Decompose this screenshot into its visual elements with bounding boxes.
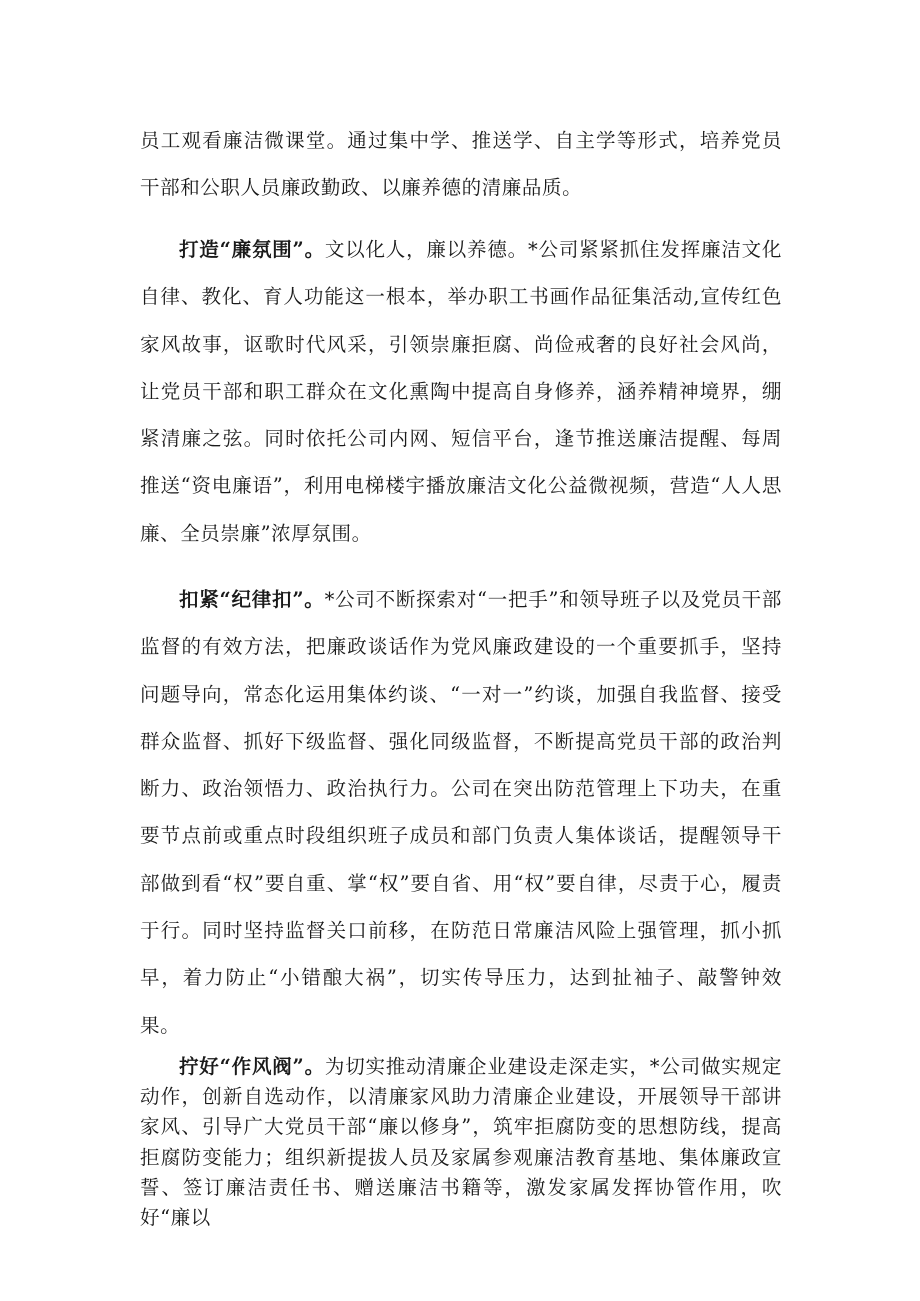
paragraph-work-style-valve — [140, 1052, 782, 1233]
paragraph-integrity-atmosphere — [140, 226, 782, 557]
paragraph-body: *公司不断探索对“一把手”和领导班子以及党员干部监督的有效方法，把廉政谈话作为党风廉政建设的一个重要抓手，坚持问题导向，常态化运用集体约谈、“一对一”约谈，加强自我监督、接受群众监督、抓好下级监督、强化同级监督，不断提高党员干部的政治判断力、政治领悟力、政治执行力。公司在突出防范管理上下功夫，在重要节点前或重点时段组织班子成员和部门负责人集体谈话，提醒领导干部做到看“权”要自重、掌“权”要自省、用“权”要自律，尽责于心，履责于行。同时坚持监督关口前移，在防范日常廉洁风险上强管理，抓小抓早，着力防止“小错酿大祸”，切实传导压力，达到扯袖子、敲警钟效果。 — [140, 588, 783, 1037]
paragraph-heading: 拧好“作风阀”。 — [179, 1055, 325, 1078]
paragraph-study-forms — [140, 117, 782, 212]
paragraph-heading: 扣紧“纪律扣”。 — [179, 588, 325, 611]
paragraph-discipline-button — [140, 576, 782, 1049]
paragraph-heading: 打造“廉氛围”。 — [179, 238, 325, 261]
paragraph-body: 员工观看廉洁微课堂。通过集中学、推送学、自主学等形式，培养党员干部和公职人员廉政勤政、以廉养德的清廉品质。 — [140, 129, 782, 200]
paragraph-body: 文以化人，廉以养德。*公司紧紧抓住发挥廉洁文化自律、教化、育人功能这一根本，举办职工书画作品征集活动,宣传红色家风故事，讴歌时代风采，引领崇廉拒腐、尚俭戒奢的良好社会风尚，让党员干部和职工群众在文化熏陶中提高自身修养，涵养精神境界，绷紧清廉之弦。同时依托公司内网、短信平台，逢节推送廉洁提醒、每周推送“资电廉语”，利用电梯楼宇播放廉洁文化公益微视频，营造“人人思廉、全员崇廉”浓厚氛围。 — [140, 238, 782, 545]
paragraph-body: 为切实推动清廉企业建设走深走实，*公司做实规定动作，创新自选动作，以清廉家风助力清廉企业建设，开展领导干部讲家风、引导广大党员干部“廉以修身”，筑牢拒腐防变的思想防线，提高拒腐防变能力；组织新提拔人员及家属参观廉洁教育基地、集体廉政宣誓、签订廉洁责任书、赠送廉洁书籍等，激发家属发挥协管作用，吹好“廉以 — [140, 1055, 782, 1230]
